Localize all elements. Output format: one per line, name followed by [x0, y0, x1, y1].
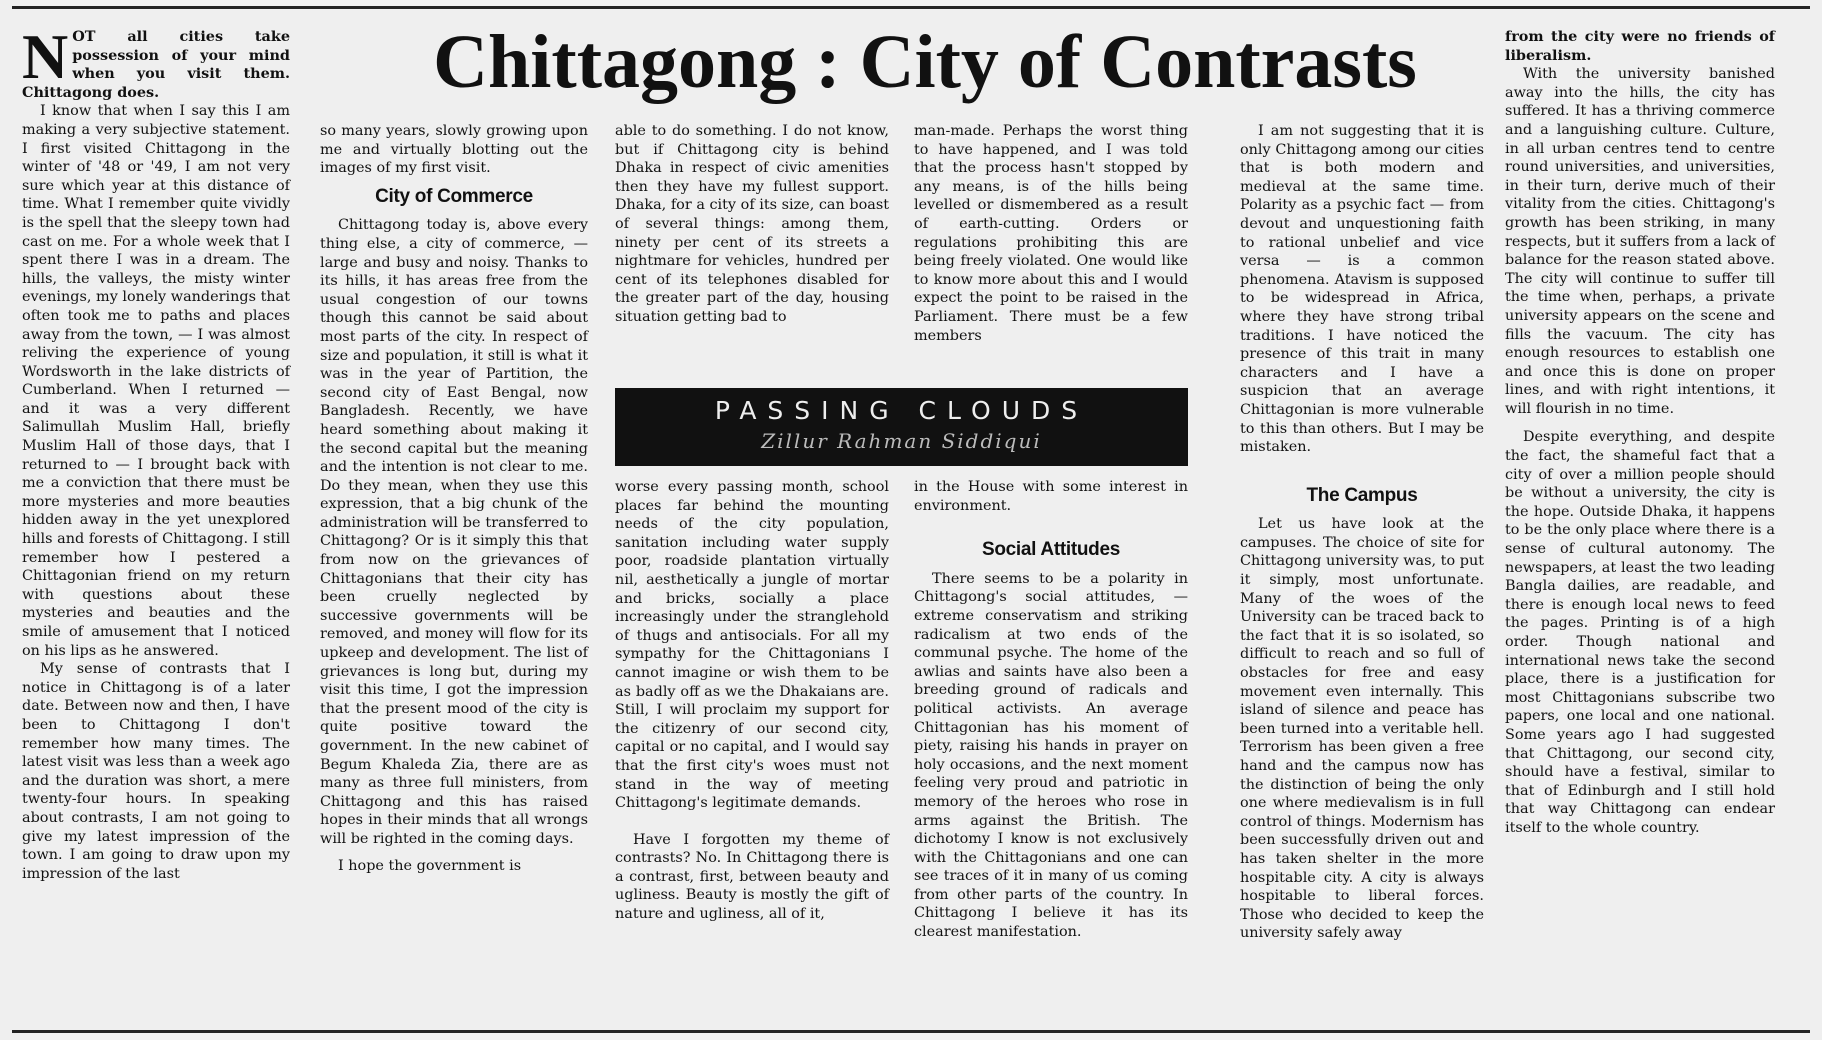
headline: Chittagong : City of Contrasts — [433, 20, 1417, 104]
column-3-bottom — [615, 478, 889, 924]
column-4-top — [914, 122, 1188, 345]
paragraph: I hope the government is — [338, 857, 522, 874]
paragraph: I know that when I say this I am making a very subjective statement. I first visited Chittagong in the winter of '48 or '49, I am not very sure which year at this distance of time. What I remember quite vividly is the spell that the sleepy town had cast on me. For a whole week that I spent there I was in a dream. The hills, the valleys, the misty winter evenings, my lonely wanderings that often took me to paths and places away from the town, — I was almost reliving the experience of young Wordsworth in the lake districts of Cumberland. When I returned — and it was a very different Salimullah Muslim Hall, briefly Muslim Hall of those days, that I returned to — I brought back with me a conviction that there must be more mysteries and more beauties hidden away in the yet unexplored hills and forests of Chittagong. I still remember how I pestered a Chittagonian friend on my return with questions about these mysteries and beauties and the smile of amusement that I noticed on his lips as he answered. — [22, 103, 290, 659]
paragraph: Let us have look at the campuses. The choice of site for Chittagong university was, to put it simply, most unfortunate. Many of the woes of the University can be traced back to the fact that it is so isolated, so difficult to reach and so full of obstacles for free and easy movement even internally. This island of silence and peace has been turned into a veritable hell. Terrorism has been given a free hand and the campus now has the distinction of being the only one where medievalism is in full control of things. Modernism has been successfully driven out and has taken shelter in the more hospitable city. A city is always hospitable to liberal forces. Those who decided to keep the university safely away — [1240, 516, 1484, 942]
subhead-city-of-commerce: City of Commerce — [375, 185, 533, 207]
paragraph: Have I forgotten my theme of contrasts? No. In Chittagong there is a contrast, first, between beauty and ugliness. Beauty is mostly the gift of nature and ugliness, all of it, — [615, 831, 889, 923]
column-3-top — [615, 122, 889, 327]
paragraph: With the university banished away into the hills, the city has suffered. It has a thriving commerce and a languishing culture. Culture, in all urban centres tend to centre round universities, and universities, in their turn, derive much of their vitality from the cities. Chittagong's growth has been striking, in many respects, but it suffers from a lack of balance for the reason stated above. The city will continue to suffer till the time when, perhaps, a private university appears on the scene and fills the vacuum. The city has enough resources to establish one and once this is done on proper lines, and with right intentions, it will flourish in no time. — [1505, 66, 1775, 417]
paragraph: man-made. Perhaps the worst thing to have happened, and I was told that the process hasn't stopped by any means, is of the hills being levelled or dismembered as a result of earth-cutting. Orders or regulations prohibiting this are being freely violated. One would like to know more about this and I would expect the point to be raised in the Parliament. There must be a few members — [914, 123, 1188, 344]
top-rule — [12, 6, 1810, 9]
column-6 — [1505, 28, 1775, 838]
paragraph: so many years, slowly growing upon me and virtually blotting out the images of my first visit. — [320, 123, 588, 177]
column-banner — [615, 388, 1188, 466]
column-4-bottom — [914, 478, 1188, 942]
paragraph: in the House with some interest in environment. — [914, 479, 1188, 514]
paragraph: from the city were no friends of liberalism. — [1505, 28, 1775, 64]
bottom-rule — [12, 1030, 1810, 1033]
paragraph: able to do something. I do not know, but if Chittagong city is behind Dhaka in respect of civic amenities then they have my fullest support. Dhaka, for a city of its size, can boast of several things: among them, ninety per cent of its streets a nightmare for vehicles, hundred per cent of its telephones disabled for the greater part of the day, housing situation getting bad to — [615, 123, 889, 325]
byline: Zillur Rahman Siddiqui — [761, 429, 1042, 453]
intro-text: OT all cities take possession of your mind when you visit them. Chittagong does. — [22, 28, 290, 101]
column-1 — [22, 21, 290, 883]
subhead-the-campus: The Campus — [1306, 484, 1418, 506]
paragraph: Chittagong today is, above every thing else, a city of commerce, — large and busy and noisy. Thanks to its hills, it has areas free from the usual congestion of our towns though this cannot be said about most parts of the city. In respect of size and population, it still is what it was in the year of Partition, the second city of East Bengal, now Bangladesh. Recently, we have heard something about making it the second capital but the meaning and the intention is not clear to me. Do they mean, when they use this expression, that a big chunk of the administration will be transferred to Chittagong? Or is it simply this that from now on the grievances of Chittagonians that their city has been cruelly neglected by successive governments will be removed, and money will flow for its upkeep and development. The list of grievances is long but, during my visit this time, I got the impression that the present mood of the city is quite positive toward the government. In the new cabinet of Begum Khaleda Zia, there are as many as three full ministers, from Chittagong and this has raised hopes in their minds that all wrongs will be righted in the coming days. — [320, 217, 588, 847]
column-5 — [1240, 122, 1484, 943]
paragraph: I am not suggesting that it is only Chittagong among our cities that is both modern and medieval at the same time. Polarity as a psychic fact — from devout and unquestioning faith to rational unbelief and vice versa — is a common phenomena. Atavism is supposed to be widespread in Africa, where they have strong tribal traditions. I have noticed the presence of this trait in many characters and I have a suspicion that an average Chittagonian is more vulnerable to this than others. But I may be mistaken. — [1240, 123, 1484, 456]
paragraph: Despite everything, and despite the fact, the shameful fact that a city of over a million people should be without a university, the city is the hope. Outside Dhaka, it happens to be the only place where there is a sense of cultural autonomy. The newspapers, at least the two leading Bangla dailies, are readable, and there is enough local news to feed the pages. Printing is of a high order. Though national and international news take the second place, there is a justification for most Chittagonians subscribe two papers, one local and one national. Some years ago I had suggested that Chittagong, our second city, should have a festival, similar to that of Edinburgh and I still hold that way Chittagong can endear itself to the whole country. — [1505, 429, 1775, 836]
intro-paragraph — [22, 21, 290, 102]
paragraph: There seems to be a polarity in Chittagong's social attitudes, — extreme conservatism and striking radicalism at two ends of the communal psyche. The home of the awlias and saints have also been a breeding ground of radicals and political activists. An average Chittagonian has his moment of piety, raising his hands in prayer on holy occasions, and the next moment feeling very proud and patriotic in memory of the heroes who rose in arms against the British. The dichotomy I know is not exclusively with the Chittagonians and one can see traces of it in many of us coming from other parts of the country. In Chittagong I believe it has its clearest manifestation. — [914, 570, 1188, 941]
paragraph: worse every passing month, school places far behind the mounting needs of the city population, sanitation including water supply poor, roadside plantation virtually nil, aesthetically a jungle of mortar and bricks, socially a place increasingly under the stranglehold of thugs and antisocials. For all my sympathy for the Chittagonians I cannot imagine or wish them to be as badly off as we the Dhakaians are. Still, I will proclaim my support for the citizenry of our second city, capital or no capital, and I would say that the first city's woes must not stand in the way of meeting Chittagong's legitimate demands. — [615, 479, 889, 812]
column-2 — [320, 122, 588, 875]
drop-cap: N — [22, 21, 69, 92]
subhead-social-attitudes: Social Attitudes — [981, 539, 1121, 561]
paragraph: My sense of contrasts that I notice in Chittagong is of a later date. Between now and then, I have been to Chittagong I don't remember how many times. The latest visit was less than a week ago and the duration was short, a mere twenty-four hours. In speaking about contrasts, I am not going to give my latest impression of the town. I am going to draw upon my impression of the last — [22, 661, 290, 882]
column-name: PASSING CLOUDS — [714, 396, 1089, 425]
